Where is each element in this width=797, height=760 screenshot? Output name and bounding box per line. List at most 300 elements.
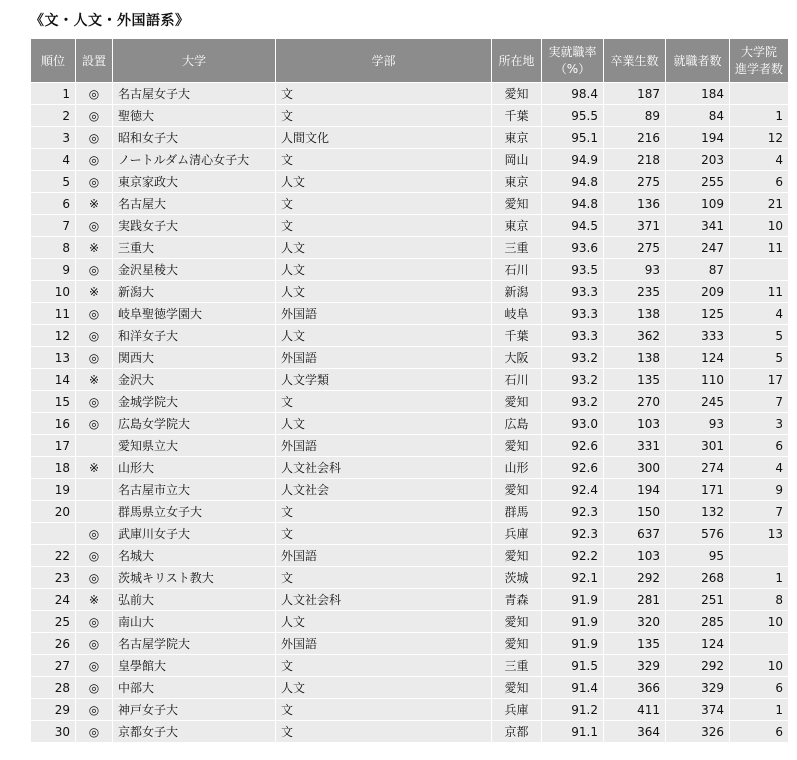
header-location: 所在地 <box>492 39 542 83</box>
cell-employed: 301 <box>666 435 730 457</box>
header-grad-school-line1: 大学院 <box>740 44 777 59</box>
cell-faculty: 人文 <box>276 237 492 259</box>
cell-faculty: 人文社会科 <box>276 589 492 611</box>
table-row <box>31 457 789 479</box>
cell-employed: 209 <box>666 281 730 303</box>
cell-employment-rate: 94.5 <box>542 215 604 237</box>
cell-location: 兵庫 <box>492 523 542 545</box>
cell-employed: 333 <box>666 325 730 347</box>
cell-rank: 13 <box>31 347 76 369</box>
cell-employment-rate: 91.9 <box>542 633 604 655</box>
cell-graduates: 194 <box>604 479 666 501</box>
cell-employed: 251 <box>666 589 730 611</box>
cell-employment-rate: 94.8 <box>542 171 604 193</box>
cell-location: 愛知 <box>492 611 542 633</box>
cell-university: 昭和女子大 <box>113 127 276 149</box>
cell-employed: 95 <box>666 545 730 567</box>
cell-setup: ◎ <box>76 105 113 127</box>
cell-grad-school: 10 <box>730 655 789 677</box>
cell-university: 関西大 <box>113 347 276 369</box>
cell-setup: ◎ <box>76 611 113 633</box>
cell-employment-rate: 93.3 <box>542 303 604 325</box>
cell-location: 茨城 <box>492 567 542 589</box>
cell-university: 金沢星稜大 <box>113 259 276 281</box>
cell-rank: 24 <box>31 589 76 611</box>
cell-employment-rate: 92.4 <box>542 479 604 501</box>
table-row <box>31 435 789 457</box>
cell-setup: ※ <box>76 369 113 391</box>
cell-university: 武庫川女子大 <box>113 523 276 545</box>
cell-rank: 14 <box>31 369 76 391</box>
cell-grad-school: 6 <box>730 721 789 743</box>
cell-faculty: 外国語 <box>276 545 492 567</box>
table-row <box>31 567 789 589</box>
cell-rank: 2 <box>31 105 76 127</box>
cell-employment-rate: 92.3 <box>542 501 604 523</box>
cell-faculty: 人文 <box>276 171 492 193</box>
cell-rank: 27 <box>31 655 76 677</box>
cell-employed: 87 <box>666 259 730 281</box>
table-body <box>31 83 789 743</box>
cell-faculty: 外国語 <box>276 347 492 369</box>
cell-setup <box>76 501 113 523</box>
cell-employed: 132 <box>666 501 730 523</box>
cell-grad-school: 5 <box>730 325 789 347</box>
cell-location: 石川 <box>492 259 542 281</box>
cell-employment-rate: 91.1 <box>542 721 604 743</box>
cell-setup: ◎ <box>76 523 113 545</box>
cell-rank: 15 <box>31 391 76 413</box>
table-row <box>31 545 789 567</box>
cell-university: ノートルダム清心女子大 <box>113 149 276 171</box>
cell-university: 神戸女子大 <box>113 699 276 721</box>
cell-grad-school: 10 <box>730 611 789 633</box>
cell-university: 山形大 <box>113 457 276 479</box>
cell-faculty: 文 <box>276 567 492 589</box>
cell-graduates: 300 <box>604 457 666 479</box>
cell-employment-rate: 91.9 <box>542 611 604 633</box>
cell-employed: 124 <box>666 633 730 655</box>
cell-employment-rate: 93.5 <box>542 259 604 281</box>
cell-employment-rate: 94.8 <box>542 193 604 215</box>
cell-graduates: 281 <box>604 589 666 611</box>
cell-grad-school: 17 <box>730 369 789 391</box>
cell-graduates: 362 <box>604 325 666 347</box>
cell-grad-school: 6 <box>730 171 789 193</box>
cell-grad-school: 4 <box>730 149 789 171</box>
cell-employed: 576 <box>666 523 730 545</box>
cell-employment-rate: 95.5 <box>542 105 604 127</box>
table-header-row <box>31 39 789 83</box>
cell-location: 三重 <box>492 237 542 259</box>
table-row <box>31 259 789 281</box>
header-grad-school <box>730 39 789 83</box>
cell-location: 石川 <box>492 369 542 391</box>
cell-location: 愛知 <box>492 545 542 567</box>
cell-setup: ◎ <box>76 545 113 567</box>
table-row <box>31 303 789 325</box>
cell-location: 広島 <box>492 413 542 435</box>
cell-university: 新潟大 <box>113 281 276 303</box>
cell-university: 実践女子大 <box>113 215 276 237</box>
cell-graduates: 292 <box>604 567 666 589</box>
header-rank: 順位 <box>31 39 76 83</box>
cell-graduates: 89 <box>604 105 666 127</box>
cell-faculty: 文 <box>276 655 492 677</box>
cell-graduates: 93 <box>604 259 666 281</box>
cell-university: 金城学院大 <box>113 391 276 413</box>
cell-rank <box>31 523 76 545</box>
table-row <box>31 479 789 501</box>
cell-employed: 93 <box>666 413 730 435</box>
cell-grad-school <box>730 545 789 567</box>
header-employment-rate-line1: 実就職率 <box>548 44 597 59</box>
cell-employed: 203 <box>666 149 730 171</box>
cell-faculty: 文 <box>276 391 492 413</box>
cell-location: 東京 <box>492 171 542 193</box>
cell-faculty: 外国語 <box>276 435 492 457</box>
cell-rank: 9 <box>31 259 76 281</box>
cell-employment-rate: 92.2 <box>542 545 604 567</box>
cell-grad-school: 10 <box>730 215 789 237</box>
cell-location: 愛知 <box>492 479 542 501</box>
cell-setup: ◎ <box>76 171 113 193</box>
table-row <box>31 369 789 391</box>
cell-university: 東京家政大 <box>113 171 276 193</box>
cell-setup <box>76 435 113 457</box>
cell-graduates: 187 <box>604 83 666 105</box>
table-row <box>31 171 789 193</box>
cell-grad-school: 1 <box>730 567 789 589</box>
cell-location: 東京 <box>492 127 542 149</box>
page-title: 《文・人文・外国語系》 <box>30 13 190 29</box>
cell-faculty: 人文学類 <box>276 369 492 391</box>
cell-employment-rate: 92.3 <box>542 523 604 545</box>
cell-employed: 109 <box>666 193 730 215</box>
cell-location: 岐阜 <box>492 303 542 325</box>
table-row <box>31 677 789 699</box>
cell-employment-rate: 93.2 <box>542 391 604 413</box>
cell-employment-rate: 91.9 <box>542 589 604 611</box>
cell-graduates: 270 <box>604 391 666 413</box>
ranking-table <box>30 38 789 743</box>
cell-grad-school: 11 <box>730 281 789 303</box>
cell-rank: 18 <box>31 457 76 479</box>
cell-location: 千葉 <box>492 325 542 347</box>
cell-graduates: 135 <box>604 369 666 391</box>
cell-setup: ※ <box>76 589 113 611</box>
cell-rank: 3 <box>31 127 76 149</box>
cell-rank: 5 <box>31 171 76 193</box>
cell-location: 三重 <box>492 655 542 677</box>
cell-setup: ◎ <box>76 127 113 149</box>
cell-location: 千葉 <box>492 105 542 127</box>
cell-employed: 274 <box>666 457 730 479</box>
cell-setup: ◎ <box>76 721 113 743</box>
cell-employed: 268 <box>666 567 730 589</box>
cell-faculty: 文 <box>276 721 492 743</box>
cell-university: 広島女学院大 <box>113 413 276 435</box>
cell-university: 三重大 <box>113 237 276 259</box>
cell-university: 名古屋学院大 <box>113 633 276 655</box>
cell-grad-school: 1 <box>730 105 789 127</box>
cell-setup: ◎ <box>76 391 113 413</box>
cell-setup: ◎ <box>76 215 113 237</box>
table-row <box>31 127 789 149</box>
cell-grad-school: 13 <box>730 523 789 545</box>
cell-faculty: 人文 <box>276 413 492 435</box>
cell-grad-school <box>730 83 789 105</box>
cell-employment-rate: 91.4 <box>542 677 604 699</box>
cell-faculty: 文 <box>276 105 492 127</box>
cell-setup: ◎ <box>76 699 113 721</box>
cell-rank: 11 <box>31 303 76 325</box>
cell-university: 京都女子大 <box>113 721 276 743</box>
cell-employment-rate: 93.2 <box>542 347 604 369</box>
cell-employment-rate: 92.6 <box>542 435 604 457</box>
header-grad-school-line2: 進学者数 <box>734 61 783 76</box>
header-faculty: 学部 <box>276 39 492 83</box>
cell-rank: 30 <box>31 721 76 743</box>
cell-faculty: 文 <box>276 501 492 523</box>
cell-employment-rate: 91.2 <box>542 699 604 721</box>
cell-university: 名古屋大 <box>113 193 276 215</box>
cell-faculty: 人文 <box>276 611 492 633</box>
cell-setup: ※ <box>76 457 113 479</box>
table-row <box>31 281 789 303</box>
cell-graduates: 275 <box>604 171 666 193</box>
cell-grad-school: 4 <box>730 303 789 325</box>
cell-graduates: 275 <box>604 237 666 259</box>
cell-rank: 26 <box>31 633 76 655</box>
cell-location: 愛知 <box>492 677 542 699</box>
cell-setup: ◎ <box>76 259 113 281</box>
table-row <box>31 611 789 633</box>
table-row <box>31 347 789 369</box>
cell-setup: ◎ <box>76 149 113 171</box>
cell-location: 愛知 <box>492 83 542 105</box>
cell-grad-school: 11 <box>730 237 789 259</box>
table-row <box>31 501 789 523</box>
table-row <box>31 149 789 171</box>
cell-faculty: 文 <box>276 523 492 545</box>
cell-location: 愛知 <box>492 193 542 215</box>
cell-rank: 25 <box>31 611 76 633</box>
cell-grad-school: 7 <box>730 391 789 413</box>
table-row <box>31 391 789 413</box>
cell-employment-rate: 98.4 <box>542 83 604 105</box>
table-row <box>31 325 789 347</box>
cell-location: 大阪 <box>492 347 542 369</box>
cell-grad-school: 12 <box>730 127 789 149</box>
cell-university: 金沢大 <box>113 369 276 391</box>
cell-location: 愛知 <box>492 435 542 457</box>
cell-employed: 285 <box>666 611 730 633</box>
cell-rank: 19 <box>31 479 76 501</box>
cell-rank: 12 <box>31 325 76 347</box>
cell-employed: 329 <box>666 677 730 699</box>
cell-faculty: 文 <box>276 215 492 237</box>
header-employed: 就職者数 <box>666 39 730 83</box>
cell-setup <box>76 479 113 501</box>
cell-graduates: 138 <box>604 347 666 369</box>
cell-university: 和洋女子大 <box>113 325 276 347</box>
cell-university: 中部大 <box>113 677 276 699</box>
cell-graduates: 411 <box>604 699 666 721</box>
cell-rank: 20 <box>31 501 76 523</box>
cell-employed: 292 <box>666 655 730 677</box>
cell-rank: 1 <box>31 83 76 105</box>
cell-employed: 194 <box>666 127 730 149</box>
cell-location: 愛知 <box>492 391 542 413</box>
cell-rank: 16 <box>31 413 76 435</box>
table-row <box>31 105 789 127</box>
table-row <box>31 83 789 105</box>
cell-employment-rate: 93.0 <box>542 413 604 435</box>
cell-university: 南山大 <box>113 611 276 633</box>
table-row <box>31 215 789 237</box>
cell-setup: ※ <box>76 237 113 259</box>
cell-employed: 247 <box>666 237 730 259</box>
cell-location: 愛知 <box>492 633 542 655</box>
cell-university: 愛知県立大 <box>113 435 276 457</box>
cell-graduates: 320 <box>604 611 666 633</box>
header-setup: 設置 <box>76 39 113 83</box>
cell-employed: 255 <box>666 171 730 193</box>
table-row <box>31 237 789 259</box>
cell-location: 青森 <box>492 589 542 611</box>
cell-setup: ※ <box>76 281 113 303</box>
cell-grad-school: 5 <box>730 347 789 369</box>
cell-faculty: 文 <box>276 193 492 215</box>
cell-faculty: 人文 <box>276 281 492 303</box>
table-row <box>31 413 789 435</box>
cell-faculty: 外国語 <box>276 303 492 325</box>
table-row <box>31 633 789 655</box>
header-graduates: 卒業生数 <box>604 39 666 83</box>
cell-employed: 110 <box>666 369 730 391</box>
cell-employed: 125 <box>666 303 730 325</box>
cell-faculty: 文 <box>276 699 492 721</box>
header-employment-rate <box>542 39 604 83</box>
cell-university: 名城大 <box>113 545 276 567</box>
cell-employed: 171 <box>666 479 730 501</box>
cell-employment-rate: 91.5 <box>542 655 604 677</box>
cell-employment-rate: 93.6 <box>542 237 604 259</box>
table-row <box>31 699 789 721</box>
cell-university: 茨城キリスト教大 <box>113 567 276 589</box>
cell-faculty: 人文 <box>276 325 492 347</box>
cell-faculty: 人文 <box>276 259 492 281</box>
cell-location: 東京 <box>492 215 542 237</box>
table-row <box>31 193 789 215</box>
cell-setup: ◎ <box>76 677 113 699</box>
cell-grad-school <box>730 259 789 281</box>
cell-employment-rate: 92.6 <box>542 457 604 479</box>
cell-setup: ◎ <box>76 325 113 347</box>
cell-grad-school <box>730 633 789 655</box>
cell-setup: ◎ <box>76 83 113 105</box>
cell-setup: ◎ <box>76 633 113 655</box>
cell-rank: 8 <box>31 237 76 259</box>
cell-setup: ◎ <box>76 413 113 435</box>
cell-graduates: 637 <box>604 523 666 545</box>
cell-grad-school: 6 <box>730 435 789 457</box>
cell-rank: 22 <box>31 545 76 567</box>
cell-grad-school: 7 <box>730 501 789 523</box>
table-row <box>31 523 789 545</box>
cell-graduates: 216 <box>604 127 666 149</box>
cell-employed: 374 <box>666 699 730 721</box>
cell-graduates: 103 <box>604 413 666 435</box>
cell-employment-rate: 92.1 <box>542 567 604 589</box>
cell-location: 新潟 <box>492 281 542 303</box>
cell-employment-rate: 93.2 <box>542 369 604 391</box>
cell-rank: 7 <box>31 215 76 237</box>
cell-employed: 124 <box>666 347 730 369</box>
cell-grad-school: 3 <box>730 413 789 435</box>
cell-employed: 84 <box>666 105 730 127</box>
cell-rank: 10 <box>31 281 76 303</box>
cell-setup: ※ <box>76 193 113 215</box>
cell-faculty: 人文社会科 <box>276 457 492 479</box>
cell-setup: ◎ <box>76 347 113 369</box>
cell-university: 名古屋女子大 <box>113 83 276 105</box>
cell-location: 京都 <box>492 721 542 743</box>
cell-grad-school: 8 <box>730 589 789 611</box>
table-row <box>31 655 789 677</box>
cell-graduates: 331 <box>604 435 666 457</box>
cell-grad-school: 9 <box>730 479 789 501</box>
cell-rank: 28 <box>31 677 76 699</box>
table-row <box>31 721 789 743</box>
cell-faculty: 人文社会 <box>276 479 492 501</box>
cell-graduates: 366 <box>604 677 666 699</box>
header-employment-rate-line2: （%） <box>554 61 591 76</box>
cell-employed: 245 <box>666 391 730 413</box>
cell-setup: ◎ <box>76 303 113 325</box>
cell-graduates: 103 <box>604 545 666 567</box>
cell-faculty: 人文 <box>276 677 492 699</box>
cell-employment-rate: 95.1 <box>542 127 604 149</box>
cell-university: 弘前大 <box>113 589 276 611</box>
cell-rank: 23 <box>31 567 76 589</box>
cell-graduates: 371 <box>604 215 666 237</box>
cell-university: 群馬県立女子大 <box>113 501 276 523</box>
cell-faculty: 人間文化 <box>276 127 492 149</box>
cell-university: 皇學館大 <box>113 655 276 677</box>
cell-graduates: 235 <box>604 281 666 303</box>
cell-grad-school: 6 <box>730 677 789 699</box>
cell-graduates: 218 <box>604 149 666 171</box>
cell-employment-rate: 93.3 <box>542 281 604 303</box>
cell-setup: ◎ <box>76 567 113 589</box>
cell-grad-school: 4 <box>730 457 789 479</box>
cell-rank: 4 <box>31 149 76 171</box>
cell-graduates: 138 <box>604 303 666 325</box>
cell-graduates: 150 <box>604 501 666 523</box>
cell-rank: 6 <box>31 193 76 215</box>
cell-employed: 341 <box>666 215 730 237</box>
cell-faculty: 文 <box>276 149 492 171</box>
cell-graduates: 364 <box>604 721 666 743</box>
cell-setup: ◎ <box>76 655 113 677</box>
cell-graduates: 136 <box>604 193 666 215</box>
cell-location: 山形 <box>492 457 542 479</box>
cell-university: 名古屋市立大 <box>113 479 276 501</box>
cell-university: 岐阜聖徳学園大 <box>113 303 276 325</box>
header-university: 大学 <box>113 39 276 83</box>
